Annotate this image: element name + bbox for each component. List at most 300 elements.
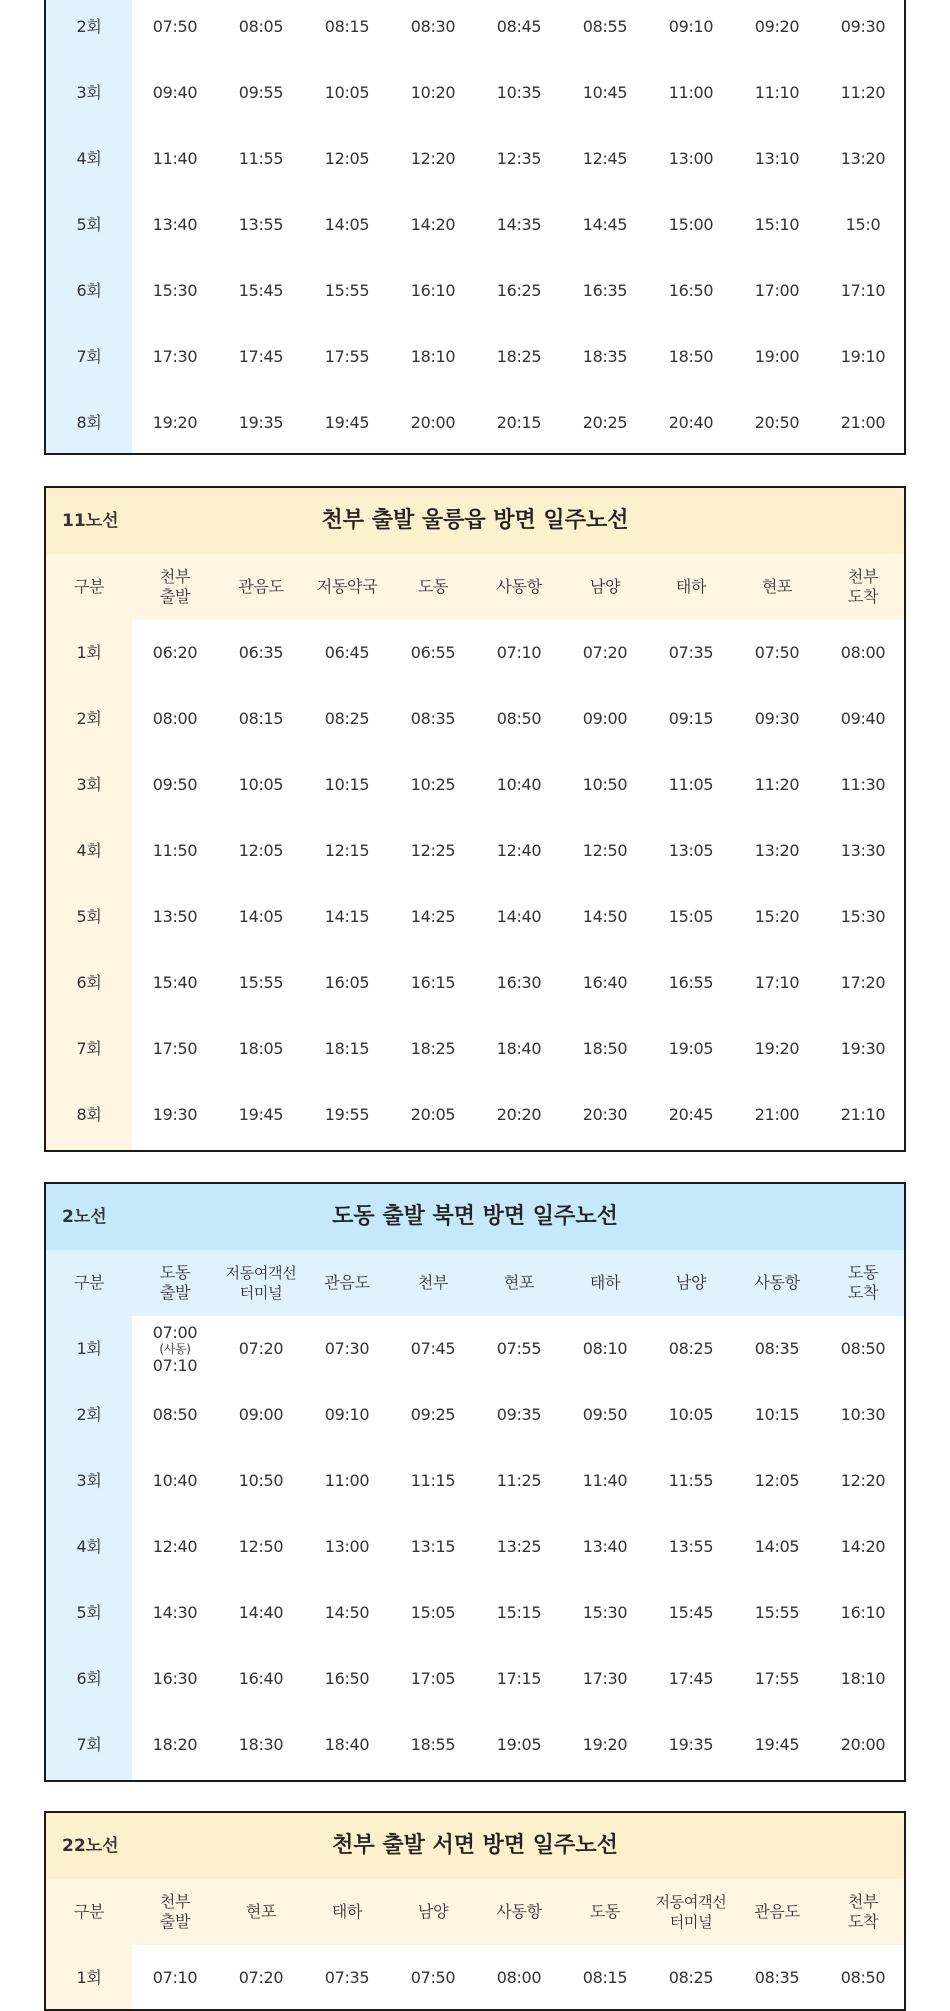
time-cell: 07:50	[152, 17, 198, 36]
trip-label: 3회	[76, 775, 102, 794]
time-cell: 19:05	[668, 1039, 714, 1058]
time-cell: 14:05	[324, 215, 370, 234]
time-cell: 16:30	[152, 1669, 198, 1688]
time-cell: 07:10	[152, 1968, 198, 1987]
table-row	[46, 390, 904, 455]
time-cell: 09:50	[582, 1405, 628, 1424]
time-cell: 20:45	[668, 1105, 714, 1124]
time-cell: 07:20	[238, 1968, 284, 1987]
column-header-category: 구분	[73, 1902, 105, 1921]
time-cell: 15:00	[668, 215, 714, 234]
column-header-stop: 관음도	[238, 577, 284, 596]
time-cell: 15:45	[238, 281, 284, 300]
table-row	[46, 1316, 904, 1382]
trip-label: 4회	[76, 1537, 102, 1556]
time-cell: 16:10	[410, 281, 456, 300]
time-cell: 21:00	[840, 413, 886, 432]
time-cell: 15:45	[668, 1603, 714, 1622]
trip-label: 2회	[76, 17, 102, 36]
time-cell: 12:05	[324, 149, 370, 168]
time-cell: 16:35	[582, 281, 628, 300]
column-header-stop: 저동약국	[316, 577, 378, 596]
time-cell: 12:20	[410, 149, 456, 168]
time-cell: 14:15	[324, 907, 370, 926]
table-row	[46, 1712, 904, 1778]
table-row	[46, 884, 904, 950]
trip-label: 8회	[76, 1105, 102, 1124]
time-cell: 19:20	[754, 1039, 800, 1058]
time-cell: 17:55	[754, 1669, 800, 1688]
time-cell: 20:00	[840, 1735, 886, 1754]
column-header-stop: 저동여객선 터미널	[225, 1264, 297, 1302]
time-cell: 18:30	[238, 1735, 284, 1754]
time-cell: 15:0	[845, 215, 881, 234]
time-cell: 09:40	[152, 83, 198, 102]
time-cell: 09:00	[238, 1405, 284, 1424]
departure-time-cell	[132, 1316, 218, 1382]
column-header-stop: 도동 출발	[159, 1263, 191, 1302]
time-cell: 17:15	[496, 1669, 542, 1688]
time-cell: 17:55	[324, 347, 370, 366]
time-cell: 19:35	[668, 1735, 714, 1754]
time-cell: 13:00	[668, 149, 714, 168]
time-cell: 10:50	[582, 775, 628, 794]
time-cell: 15:55	[324, 281, 370, 300]
time-cell: 16:25	[496, 281, 542, 300]
time-cell: 08:45	[496, 17, 542, 36]
trip-label: 1회	[76, 1339, 102, 1358]
time-cell: 17:30	[582, 1669, 628, 1688]
time-cell: 14:45	[582, 215, 628, 234]
time-cell: 17:45	[238, 347, 284, 366]
column-header-stop: 천부	[417, 1273, 449, 1292]
departure-alt-time: 07:10	[152, 1356, 198, 1375]
column-header-stop: 태하	[331, 1902, 363, 1921]
timetable-route-2	[44, 1182, 906, 1782]
time-cell: 16:40	[238, 1669, 284, 1688]
table-row	[46, 1580, 904, 1646]
time-cell: 13:40	[152, 215, 198, 234]
time-cell: 15:55	[754, 1603, 800, 1622]
trip-label: 7회	[76, 1039, 102, 1058]
timetable-route-22	[44, 1811, 906, 2011]
time-cell: 12:45	[582, 149, 628, 168]
column-header-stop: 천부 도착	[847, 1892, 879, 1931]
time-cell: 20:15	[496, 413, 542, 432]
time-cell: 16:40	[582, 973, 628, 992]
time-cell: 16:55	[668, 973, 714, 992]
trip-label: 2회	[76, 709, 102, 728]
time-cell: 15:40	[152, 973, 198, 992]
time-cell: 10:40	[152, 1471, 198, 1490]
time-cell: 06:35	[238, 643, 284, 662]
time-cell: 09:55	[238, 83, 284, 102]
time-cell: 18:15	[324, 1039, 370, 1058]
time-cell: 12:40	[152, 1537, 198, 1556]
time-cell: 10:15	[754, 1405, 800, 1424]
time-cell: 07:30	[324, 1339, 370, 1358]
time-cell: 08:00	[840, 643, 886, 662]
time-cell: 14:40	[238, 1603, 284, 1622]
time-cell: 08:35	[410, 709, 456, 728]
time-cell: 19:20	[582, 1735, 628, 1754]
time-cell: 20:20	[496, 1105, 542, 1124]
column-header-stop: 천부 출발	[159, 1892, 191, 1931]
time-cell: 17:45	[668, 1669, 714, 1688]
time-cell: 14:35	[496, 215, 542, 234]
time-cell: 13:55	[668, 1537, 714, 1556]
time-cell: 11:05	[668, 775, 714, 794]
time-cell: 15:30	[840, 907, 886, 926]
time-cell: 15:15	[496, 1603, 542, 1622]
time-cell: 08:25	[668, 1968, 714, 1987]
time-cell: 18:10	[410, 347, 456, 366]
time-cell: 11:00	[668, 83, 714, 102]
time-cell: 11:55	[668, 1471, 714, 1490]
time-cell: 10:45	[582, 83, 628, 102]
table-row	[46, 818, 904, 884]
time-cell: 12:20	[840, 1471, 886, 1490]
time-cell: 18:50	[582, 1039, 628, 1058]
time-cell: 19:45	[324, 413, 370, 432]
time-cell: 07:55	[496, 1339, 542, 1358]
table-row	[46, 0, 904, 60]
trip-label: 6회	[76, 973, 102, 992]
time-cell: 13:55	[238, 215, 284, 234]
table-row	[46, 752, 904, 818]
time-cell: 10:05	[668, 1405, 714, 1424]
time-cell: 16:15	[410, 973, 456, 992]
time-cell: 08:00	[152, 709, 198, 728]
time-cell: 11:20	[754, 775, 800, 794]
trip-label: 7회	[76, 1735, 102, 1754]
time-cell: 10:40	[496, 775, 542, 794]
time-cell: 13:10	[754, 149, 800, 168]
table-row	[46, 1016, 904, 1082]
time-cell: 13:30	[840, 841, 886, 860]
time-cell: 19:35	[238, 413, 284, 432]
table-row	[46, 324, 904, 390]
time-cell: 08:50	[840, 1339, 886, 1358]
time-cell: 09:50	[152, 775, 198, 794]
departure-note: (사동)	[159, 1342, 191, 1356]
time-cell: 18:10	[840, 1669, 886, 1688]
time-cell: 13:40	[582, 1537, 628, 1556]
table-row	[46, 1382, 904, 1448]
time-cell: 16:50	[324, 1669, 370, 1688]
time-cell: 19:00	[754, 347, 800, 366]
column-header-stop: 관음도	[324, 1273, 370, 1292]
column-header-stop: 사동항	[496, 577, 542, 596]
time-cell: 20:00	[410, 413, 456, 432]
time-cell: 18:55	[410, 1735, 456, 1754]
time-cell: 18:20	[152, 1735, 198, 1754]
time-cell: 10:30	[840, 1405, 886, 1424]
time-cell: 18:40	[324, 1735, 370, 1754]
column-header-stop: 도동	[589, 1902, 621, 1921]
time-cell: 15:10	[754, 215, 800, 234]
time-cell: 11:30	[840, 775, 886, 794]
time-cell: 20:05	[410, 1105, 456, 1124]
time-cell: 10:25	[410, 775, 456, 794]
time-cell: 12:35	[496, 149, 542, 168]
time-cell: 06:55	[410, 643, 456, 662]
column-header-stop: 사동항	[496, 1902, 542, 1921]
column-header-stop: 현포	[761, 577, 793, 596]
time-cell: 08:25	[668, 1339, 714, 1358]
time-cell: 10:35	[496, 83, 542, 102]
route-title: 천부 출발 서면 방면 일주노선	[332, 1833, 618, 1858]
time-cell: 11:50	[152, 841, 198, 860]
time-cell: 06:45	[324, 643, 370, 662]
table-row	[46, 258, 904, 324]
column-header-stop: 저동여객선 터미널	[655, 1893, 727, 1931]
table-row	[46, 1945, 904, 2011]
time-cell: 19:05	[496, 1735, 542, 1754]
departure-time-stack	[153, 1323, 198, 1375]
trip-label: 5회	[76, 215, 102, 234]
time-cell: 13:25	[496, 1537, 542, 1556]
column-header-row	[46, 1250, 904, 1316]
time-cell: 18:25	[410, 1039, 456, 1058]
time-cell: 11:00	[324, 1471, 370, 1490]
time-cell: 14:05	[238, 907, 284, 926]
time-cell: 12:50	[238, 1537, 284, 1556]
time-cell: 12:50	[582, 841, 628, 860]
trip-label: 3회	[76, 83, 102, 102]
time-cell: 08:15	[238, 709, 284, 728]
time-cell: 15:05	[410, 1603, 456, 1622]
time-cell: 17:50	[152, 1039, 198, 1058]
time-cell: 09:15	[668, 709, 714, 728]
table-row	[46, 1082, 904, 1148]
time-cell: 13:00	[324, 1537, 370, 1556]
time-cell: 15:05	[668, 907, 714, 926]
time-cell: 17:10	[754, 973, 800, 992]
time-cell: 14:25	[410, 907, 456, 926]
column-header-stop: 사동항	[754, 1273, 800, 1292]
time-cell: 11:40	[582, 1471, 628, 1490]
time-cell: 12:25	[410, 841, 456, 860]
time-cell: 06:20	[152, 643, 198, 662]
time-cell: 09:00	[582, 709, 628, 728]
column-header-stop: 태하	[589, 1273, 621, 1292]
time-cell: 10:20	[410, 83, 456, 102]
column-header-stop: 현포	[503, 1273, 535, 1292]
column-header-row	[46, 1879, 904, 1945]
timetable-route-11	[44, 486, 906, 1152]
column-header-stop: 태하	[675, 577, 707, 596]
time-cell: 09:35	[496, 1405, 542, 1424]
trip-label: 1회	[76, 643, 102, 662]
time-cell: 07:10	[496, 643, 542, 662]
table-header	[46, 1184, 904, 1250]
time-cell: 07:45	[410, 1339, 456, 1358]
trip-label: 4회	[76, 149, 102, 168]
table-row	[46, 60, 904, 126]
time-cell: 07:35	[668, 643, 714, 662]
table-row	[46, 126, 904, 192]
trip-label: 6회	[76, 281, 102, 300]
trip-label: 5회	[76, 1603, 102, 1622]
column-header-category: 구분	[73, 1273, 105, 1292]
time-cell: 13:05	[668, 841, 714, 860]
time-cell: 18:25	[496, 347, 542, 366]
time-cell: 18:40	[496, 1039, 542, 1058]
time-cell: 08:25	[324, 709, 370, 728]
table-row	[46, 686, 904, 752]
time-cell: 10:15	[324, 775, 370, 794]
column-header-stop: 도동 도착	[847, 1263, 879, 1302]
time-cell: 07:20	[582, 643, 628, 662]
trip-label: 4회	[76, 841, 102, 860]
table-row	[46, 192, 904, 258]
time-cell: 09:10	[668, 17, 714, 36]
time-cell: 10:50	[238, 1471, 284, 1490]
time-cell: 10:05	[324, 83, 370, 102]
time-cell: 13:20	[840, 149, 886, 168]
trip-label: 7회	[76, 347, 102, 366]
time-cell: 07:35	[324, 1968, 370, 1987]
time-cell: 19:30	[840, 1039, 886, 1058]
time-cell: 13:20	[754, 841, 800, 860]
time-cell: 09:25	[410, 1405, 456, 1424]
column-header-stop: 천부 출발	[159, 567, 191, 606]
time-cell: 08:05	[238, 17, 284, 36]
time-cell: 08:10	[582, 1339, 628, 1358]
time-cell: 14:40	[496, 907, 542, 926]
time-cell: 11:55	[238, 149, 284, 168]
column-header-stop: 관음도	[754, 1902, 800, 1921]
column-header-stop: 천부 도착	[847, 567, 879, 606]
time-cell: 09:20	[754, 17, 800, 36]
time-cell: 09:40	[840, 709, 886, 728]
time-cell: 20:30	[582, 1105, 628, 1124]
route-title: 도동 출발 북면 방면 일주노선	[332, 1204, 618, 1229]
time-cell: 18:35	[582, 347, 628, 366]
table-row	[46, 1514, 904, 1580]
column-header-stop: 현포	[245, 1902, 277, 1921]
time-cell: 17:30	[152, 347, 198, 366]
time-cell: 08:35	[754, 1968, 800, 1987]
table-row	[46, 1448, 904, 1514]
time-cell: 17:10	[840, 281, 886, 300]
column-header-stop: 도동	[417, 577, 449, 596]
time-cell: 20:25	[582, 413, 628, 432]
time-cell: 17:00	[754, 281, 800, 300]
table-row	[46, 620, 904, 686]
table-row	[46, 950, 904, 1016]
time-cell: 08:50	[496, 709, 542, 728]
time-cell: 08:55	[582, 17, 628, 36]
time-cell: 18:50	[668, 347, 714, 366]
route-number: 11노선	[62, 511, 119, 531]
time-cell: 07:20	[238, 1339, 284, 1358]
time-cell: 09:30	[754, 709, 800, 728]
route-title: 천부 출발 울릉읍 방면 일주노선	[321, 508, 629, 533]
time-cell: 11:15	[410, 1471, 456, 1490]
time-cell: 19:55	[324, 1105, 370, 1124]
time-cell: 14:20	[840, 1537, 886, 1556]
trip-label: 3회	[76, 1471, 102, 1490]
time-cell: 17:20	[840, 973, 886, 992]
time-cell: 12:05	[238, 841, 284, 860]
time-cell: 07:50	[410, 1968, 456, 1987]
route-number: 2노선	[62, 1207, 107, 1227]
trip-label: 8회	[76, 413, 102, 432]
time-cell: 20:40	[668, 413, 714, 432]
time-cell: 19:45	[238, 1105, 284, 1124]
time-cell: 14:30	[152, 1603, 198, 1622]
table-header	[46, 488, 904, 554]
time-cell: 16:05	[324, 973, 370, 992]
column-header-category: 구분	[73, 577, 105, 596]
time-cell: 21:00	[754, 1105, 800, 1124]
time-cell: 09:10	[324, 1405, 370, 1424]
time-cell: 14:50	[582, 907, 628, 926]
time-cell: 11:40	[152, 149, 198, 168]
time-cell: 19:45	[754, 1735, 800, 1754]
time-cell: 08:00	[496, 1968, 542, 1987]
time-cell: 16:30	[496, 973, 542, 992]
column-header-stop: 남양	[417, 1902, 449, 1921]
route-number: 22노선	[62, 1836, 119, 1856]
time-cell: 18:05	[238, 1039, 284, 1058]
time-cell: 17:05	[410, 1669, 456, 1688]
table-header	[46, 1813, 904, 1879]
time-cell: 12:15	[324, 841, 370, 860]
time-cell: 12:40	[496, 841, 542, 860]
time-cell: 08:50	[840, 1968, 886, 1987]
time-cell: 19:20	[152, 413, 198, 432]
time-cell: 14:20	[410, 215, 456, 234]
time-cell: 10:05	[238, 775, 284, 794]
trip-label: 6회	[76, 1669, 102, 1688]
time-cell: 13:50	[152, 907, 198, 926]
time-cell: 21:10	[840, 1105, 886, 1124]
time-cell: 13:15	[410, 1537, 456, 1556]
time-cell: 12:05	[754, 1471, 800, 1490]
table-row	[46, 1646, 904, 1712]
time-cell: 07:50	[754, 643, 800, 662]
time-cell: 08:30	[410, 17, 456, 36]
column-header-stop: 남양	[589, 577, 621, 596]
time-cell: 11:25	[496, 1471, 542, 1490]
time-cell: 08:50	[152, 1405, 198, 1424]
time-cell: 09:30	[840, 17, 886, 36]
column-header-row	[46, 554, 904, 620]
timetable-route-1-partial	[44, 0, 906, 455]
column-header-stop: 남양	[675, 1273, 707, 1292]
time-cell: 11:20	[840, 83, 886, 102]
trip-label: 5회	[76, 907, 102, 926]
time-cell: 08:35	[754, 1339, 800, 1358]
time-cell: 08:15	[324, 17, 370, 36]
time-cell: 19:30	[152, 1105, 198, 1124]
trip-label: 2회	[76, 1405, 102, 1424]
time-cell: 15:55	[238, 973, 284, 992]
time-cell: 20:50	[754, 413, 800, 432]
time-cell: 11:10	[754, 83, 800, 102]
time-cell: 15:30	[582, 1603, 628, 1622]
time-cell: 16:10	[840, 1603, 886, 1622]
time-cell: 08:15	[582, 1968, 628, 1987]
time-cell: 15:30	[152, 281, 198, 300]
time-cell: 14:05	[754, 1537, 800, 1556]
trip-label: 1회	[76, 1968, 102, 1987]
time-cell: 15:20	[754, 907, 800, 926]
time-cell: 19:10	[840, 347, 886, 366]
